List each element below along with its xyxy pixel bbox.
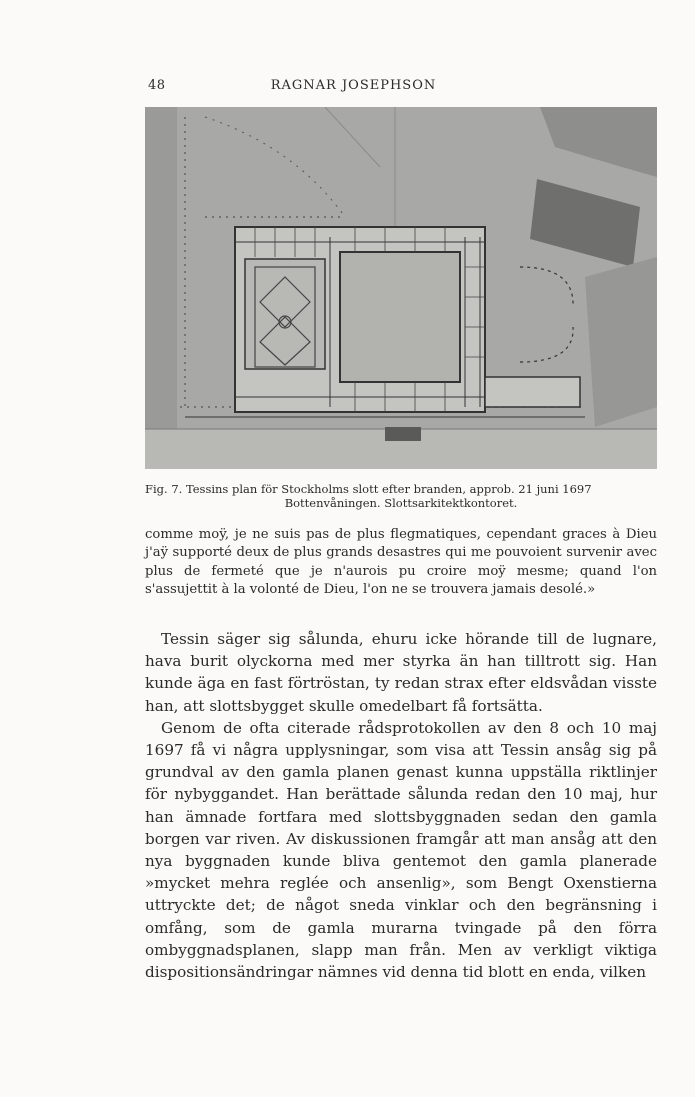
caption-line-1: Fig. 7. Tessins plan för Stockholms slott efter branden, approb. 21 juni 1697: [145, 482, 592, 496]
floor-plan-drawing: [145, 107, 657, 469]
running-head: RAGNAR JOSEPHSON: [270, 78, 437, 93]
body-text: [145, 628, 657, 983]
caption-line-2: Bottenvåningen. Slottsarkitektkontoret.: [284, 496, 518, 510]
figure-caption: [145, 482, 657, 510]
paragraph: Genom de ofta citerade rådsprotokollen av den 8 och 10 maj 1697 få vi några upplysningar, som visa att Tessin ansåg sig på grundval av den gamla planen genast kunna uppställa riktlinjer för nybyggandet. Han berättade sålunda redan den 10 maj, hur han ämnade fortfara med slottsbyggnaden sedan den gamla borgen var riven. Av diskussionen framgår att man ansåg att den nya byggnaden kunde bliva gentemot den gamla planerade »mycket mehra reglée och ansenlig», som Bengt Oxenstierna uttryckte det; de något sneda vinklar och den begränsning i omfång, som de gamla murarna tvingade på den förra ombyggnadsplanen, slapp man från. Men av verkligt viktiga dispositionsändringar nämnes vid denna tid blott en enda, vilken: [145, 718, 657, 982]
page-number: 48: [148, 78, 166, 93]
french-quotation: comme moÿ, je ne suis pas de plus flegmatiques, cependant graces à Dieu j'aÿ supporté deux de plus grands desastres qui me pouvoient survenir avec plus de fermeté que je n'aurois pu croire moÿ mesme; quand l'on s'assujettit à la volonté de Dieu, l'on ne se trouvera jamais desolé.»: [145, 527, 657, 597]
floor-plan-figure: [145, 107, 657, 469]
paragraph: Tessin säger sig sålunda, ehuru icke hörande till de lugnare, hava burit olyckorna med mer styrka än han tilltrott sig. Han kunde äga en fast förtröstan, ty redan strax efter eldsvådan visste han, att slottsbygget skulle omedelbart få fortsätta.: [145, 630, 657, 715]
